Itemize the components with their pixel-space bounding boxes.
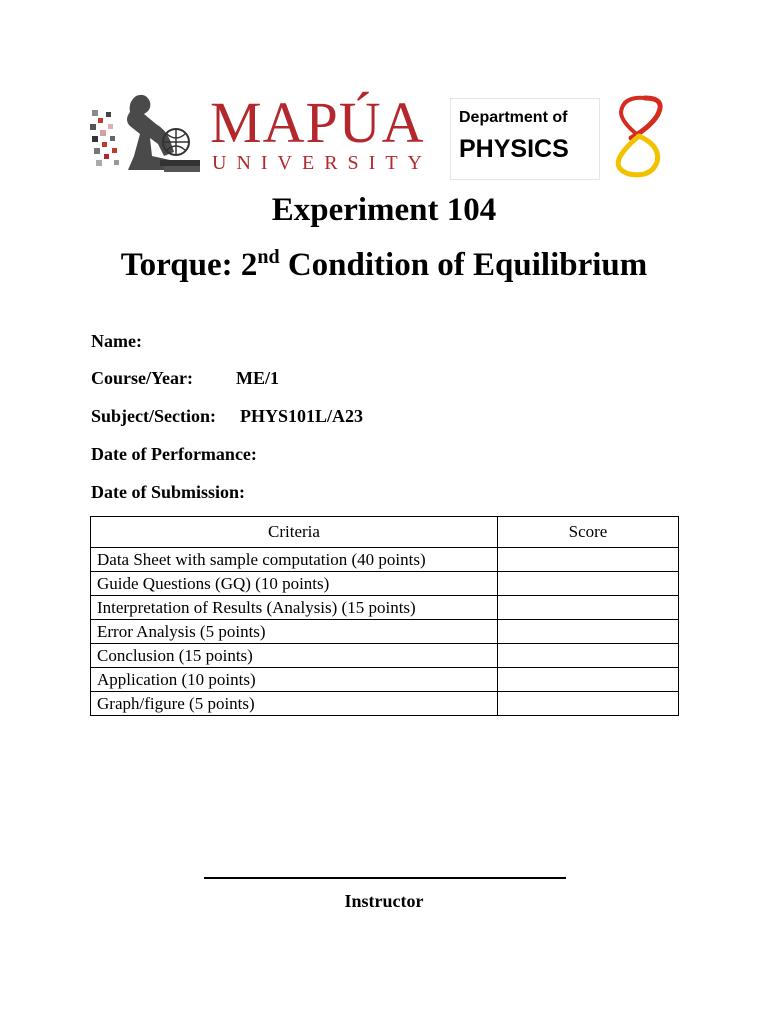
score-cell <box>498 572 679 596</box>
field-date-performance <box>91 443 257 465</box>
column-header-criteria: Criteria <box>91 517 498 548</box>
subtitle-superscript: nd <box>257 246 280 268</box>
score-cell <box>498 548 679 572</box>
score-cell <box>498 620 679 644</box>
table-row <box>91 668 679 692</box>
signature-line <box>204 877 566 879</box>
physics-logo-icon <box>605 92 669 182</box>
date-submission-label: Date of Submission: <box>91 482 246 502</box>
subtitle-prefix: Torque: 2 <box>120 247 258 283</box>
field-course <box>91 367 279 389</box>
table-row <box>91 692 679 716</box>
table-row <box>91 620 679 644</box>
university-name: MAPÚA <box>210 90 425 155</box>
table-row <box>91 644 679 668</box>
criteria-cell: Graph/figure (5 points) <box>91 692 498 716</box>
mapua-emblem-icon <box>88 90 208 180</box>
subtitle-suffix: Condition of Equilibrium <box>279 247 648 283</box>
course-label: Course/Year: <box>91 368 193 388</box>
table-row <box>91 572 679 596</box>
criteria-cell: Conclusion (15 points) <box>91 644 498 668</box>
score-cell <box>498 644 679 668</box>
criteria-cell: Interpretation of Results (Analysis) (15 points) <box>91 596 498 620</box>
table-row <box>91 548 679 572</box>
department-name: PHYSICS <box>459 135 569 163</box>
field-name <box>91 330 142 352</box>
table-header-row <box>91 517 679 548</box>
subject-label: Subject/Section: <box>91 406 216 426</box>
criteria-table <box>90 516 679 716</box>
university-subtitle: UNIVERSITY <box>212 152 432 174</box>
score-cell <box>498 596 679 620</box>
course-value: ME/1 <box>236 368 279 388</box>
criteria-cell: Guide Questions (GQ) (10 points) <box>91 572 498 596</box>
field-date-submission <box>91 481 245 503</box>
experiment-title: Experiment 104 <box>271 192 497 228</box>
department-label: Department of <box>459 109 568 126</box>
criteria-cell: Data Sheet with sample computation (40 points) <box>91 548 498 572</box>
department-box <box>450 98 600 180</box>
date-performance-label: Date of Performance: <box>91 444 257 464</box>
field-subject <box>91 405 364 427</box>
column-header-score: Score <box>498 517 679 548</box>
name-label: Name: <box>91 331 142 351</box>
score-cell <box>498 692 679 716</box>
instructor-label: Instructor <box>344 891 424 911</box>
score-cell <box>498 668 679 692</box>
criteria-cell: Application (10 points) <box>91 668 498 692</box>
experiment-subtitle <box>0 245 768 285</box>
subject-value: PHYS101L/A23 <box>240 406 364 426</box>
header-logos <box>88 90 688 190</box>
criteria-cell: Error Analysis (5 points) <box>91 620 498 644</box>
table-row <box>91 596 679 620</box>
